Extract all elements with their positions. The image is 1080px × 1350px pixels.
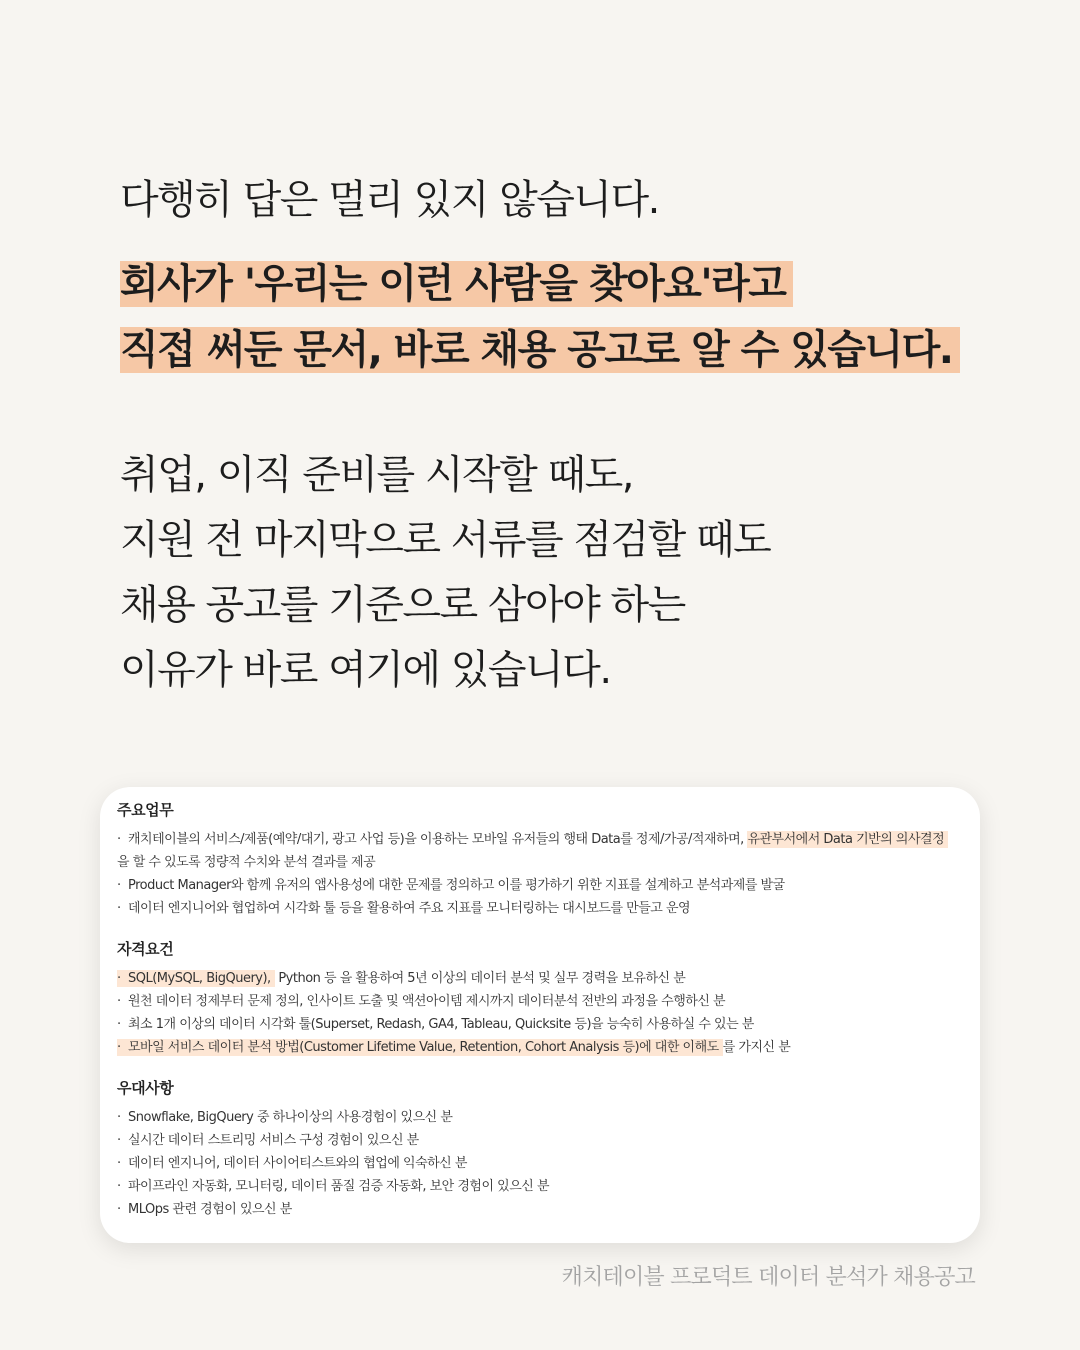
list-item: · 데이터 엔지니어와 협업하여 시각화 툴 등을 활용하여 주요 지표를 모니터링하는 대시보드를 만들고 운영 (117, 897, 970, 920)
bullet-icon: · (117, 1040, 121, 1055)
bullet-icon: · (117, 1110, 121, 1125)
list-item: · 모바일 서비스 데이터 분석 방법(Customer Lifetime Value, Retention, Cohort Analysis 등)에 대한 이해도 를 가지신 분 (117, 1036, 970, 1059)
list-item: · 원천 데이터 정제부터 문제 정의, 인사이트 도출 및 액션아이템 제시까지 데이터분석 전반의 과정을 수행하신 분 (117, 990, 970, 1013)
preferred-section (117, 1077, 970, 1221)
highlighted-text: · SQL(MySQL, BigQuery), (117, 970, 275, 987)
list-item: · Snowflake, BigQuery 중 하나이상의 사용경험이 있으신 분 (117, 1106, 970, 1129)
highlight-line: 회사가 '우리는 이런 사람을 찾아요'라고 (120, 257, 960, 312)
highlight-block (120, 257, 960, 389)
bullet-icon: · (117, 994, 121, 1009)
duties-section (117, 799, 970, 920)
bullet-icon: · (117, 1133, 121, 1148)
list-item: · 최소 1개 이상의 데이터 시각화 툴(Superset, Redash, GA4, Tableau, Quicksite 등)을 능숙히 사용하실 수 있는 분 (117, 1013, 970, 1036)
section-title: 우대사항 (117, 1079, 174, 1097)
intro-text: 다행히 답은 멀리 있지 않습니다. (120, 177, 659, 223)
job-posting-card (100, 787, 980, 1243)
source-caption: 캐치테이블 프로덕트 데이터 분석가 채용공고 (561, 1265, 975, 1290)
bullet-icon: · (117, 878, 121, 893)
bullet-icon: · (117, 1179, 121, 1194)
list-item: · MLOps 관련 경험이 있으신 분 (117, 1198, 970, 1221)
section-title: 자격요건 (117, 940, 174, 958)
body-paragraph (120, 443, 770, 703)
list-item: · SQL(MySQL, BigQuery), Python 등 을 활용하여 5년 이상의 데이터 분석 및 실무 경력을 보유하신 분 (117, 967, 970, 990)
highlight-line: 직접 써둔 문서, 바로 채용 공고로 알 수 있습니다. (120, 323, 960, 378)
list-item: · 캐치테이블의 서비스/제품(예약/대기, 광고 사업 등)을 이용하는 모바일 유저들의 행태 Data를 정제/가공/적재하며, 유관부서에서 Data 기반의 의사결정 (117, 828, 970, 851)
list-item: · Product Manager와 함께 유저의 앱사용성에 대한 문제를 정의하고 이를 평가하기 위한 지표를 설계하고 분석과제를 발굴 (117, 874, 970, 897)
body-line: 채용 공고를 기준으로 삼아야 하는 (120, 582, 685, 628)
body-line: 취업, 이직 준비를 시작할 때도, (120, 452, 633, 498)
highlighted-text: · 모바일 서비스 데이터 분석 방법(Customer Lifetime Value, Retention, Cohort Analysis 등)에 대한 이해도 (117, 1039, 723, 1056)
list-item: · 데이터 엔지니어, 데이터 사이어티스트와의 협업에 익숙하신 분 (117, 1152, 970, 1175)
bullet-icon: · (117, 971, 121, 986)
body-line: 지원 전 마지막으로 서류를 점검할 때도 (120, 517, 771, 563)
body-line: 이유가 바로 여기에 있습니다. (120, 647, 611, 693)
bullet-icon: · (117, 901, 121, 916)
bullet-icon: · (117, 1202, 121, 1217)
list-item: · 파이프라인 자동화, 모니터링, 데이터 품질 검증 자동화, 보안 경험이 있으신 분 (117, 1175, 970, 1198)
requirements-section (117, 938, 970, 1059)
bullet-icon: · (117, 1156, 121, 1171)
section-title: 주요업무 (117, 801, 174, 819)
list-item: · 실시간 데이터 스트리밍 서비스 구성 경험이 있으신 분 (117, 1129, 970, 1152)
bullet-icon: · (117, 832, 121, 847)
list-item-continuation: 을 할 수 있도록 정량적 수치와 분석 결과를 제공 (117, 855, 376, 870)
highlighted-text: 유관부서에서 Data 기반의 의사결정 (747, 831, 948, 848)
bullet-icon: · (117, 1017, 121, 1032)
